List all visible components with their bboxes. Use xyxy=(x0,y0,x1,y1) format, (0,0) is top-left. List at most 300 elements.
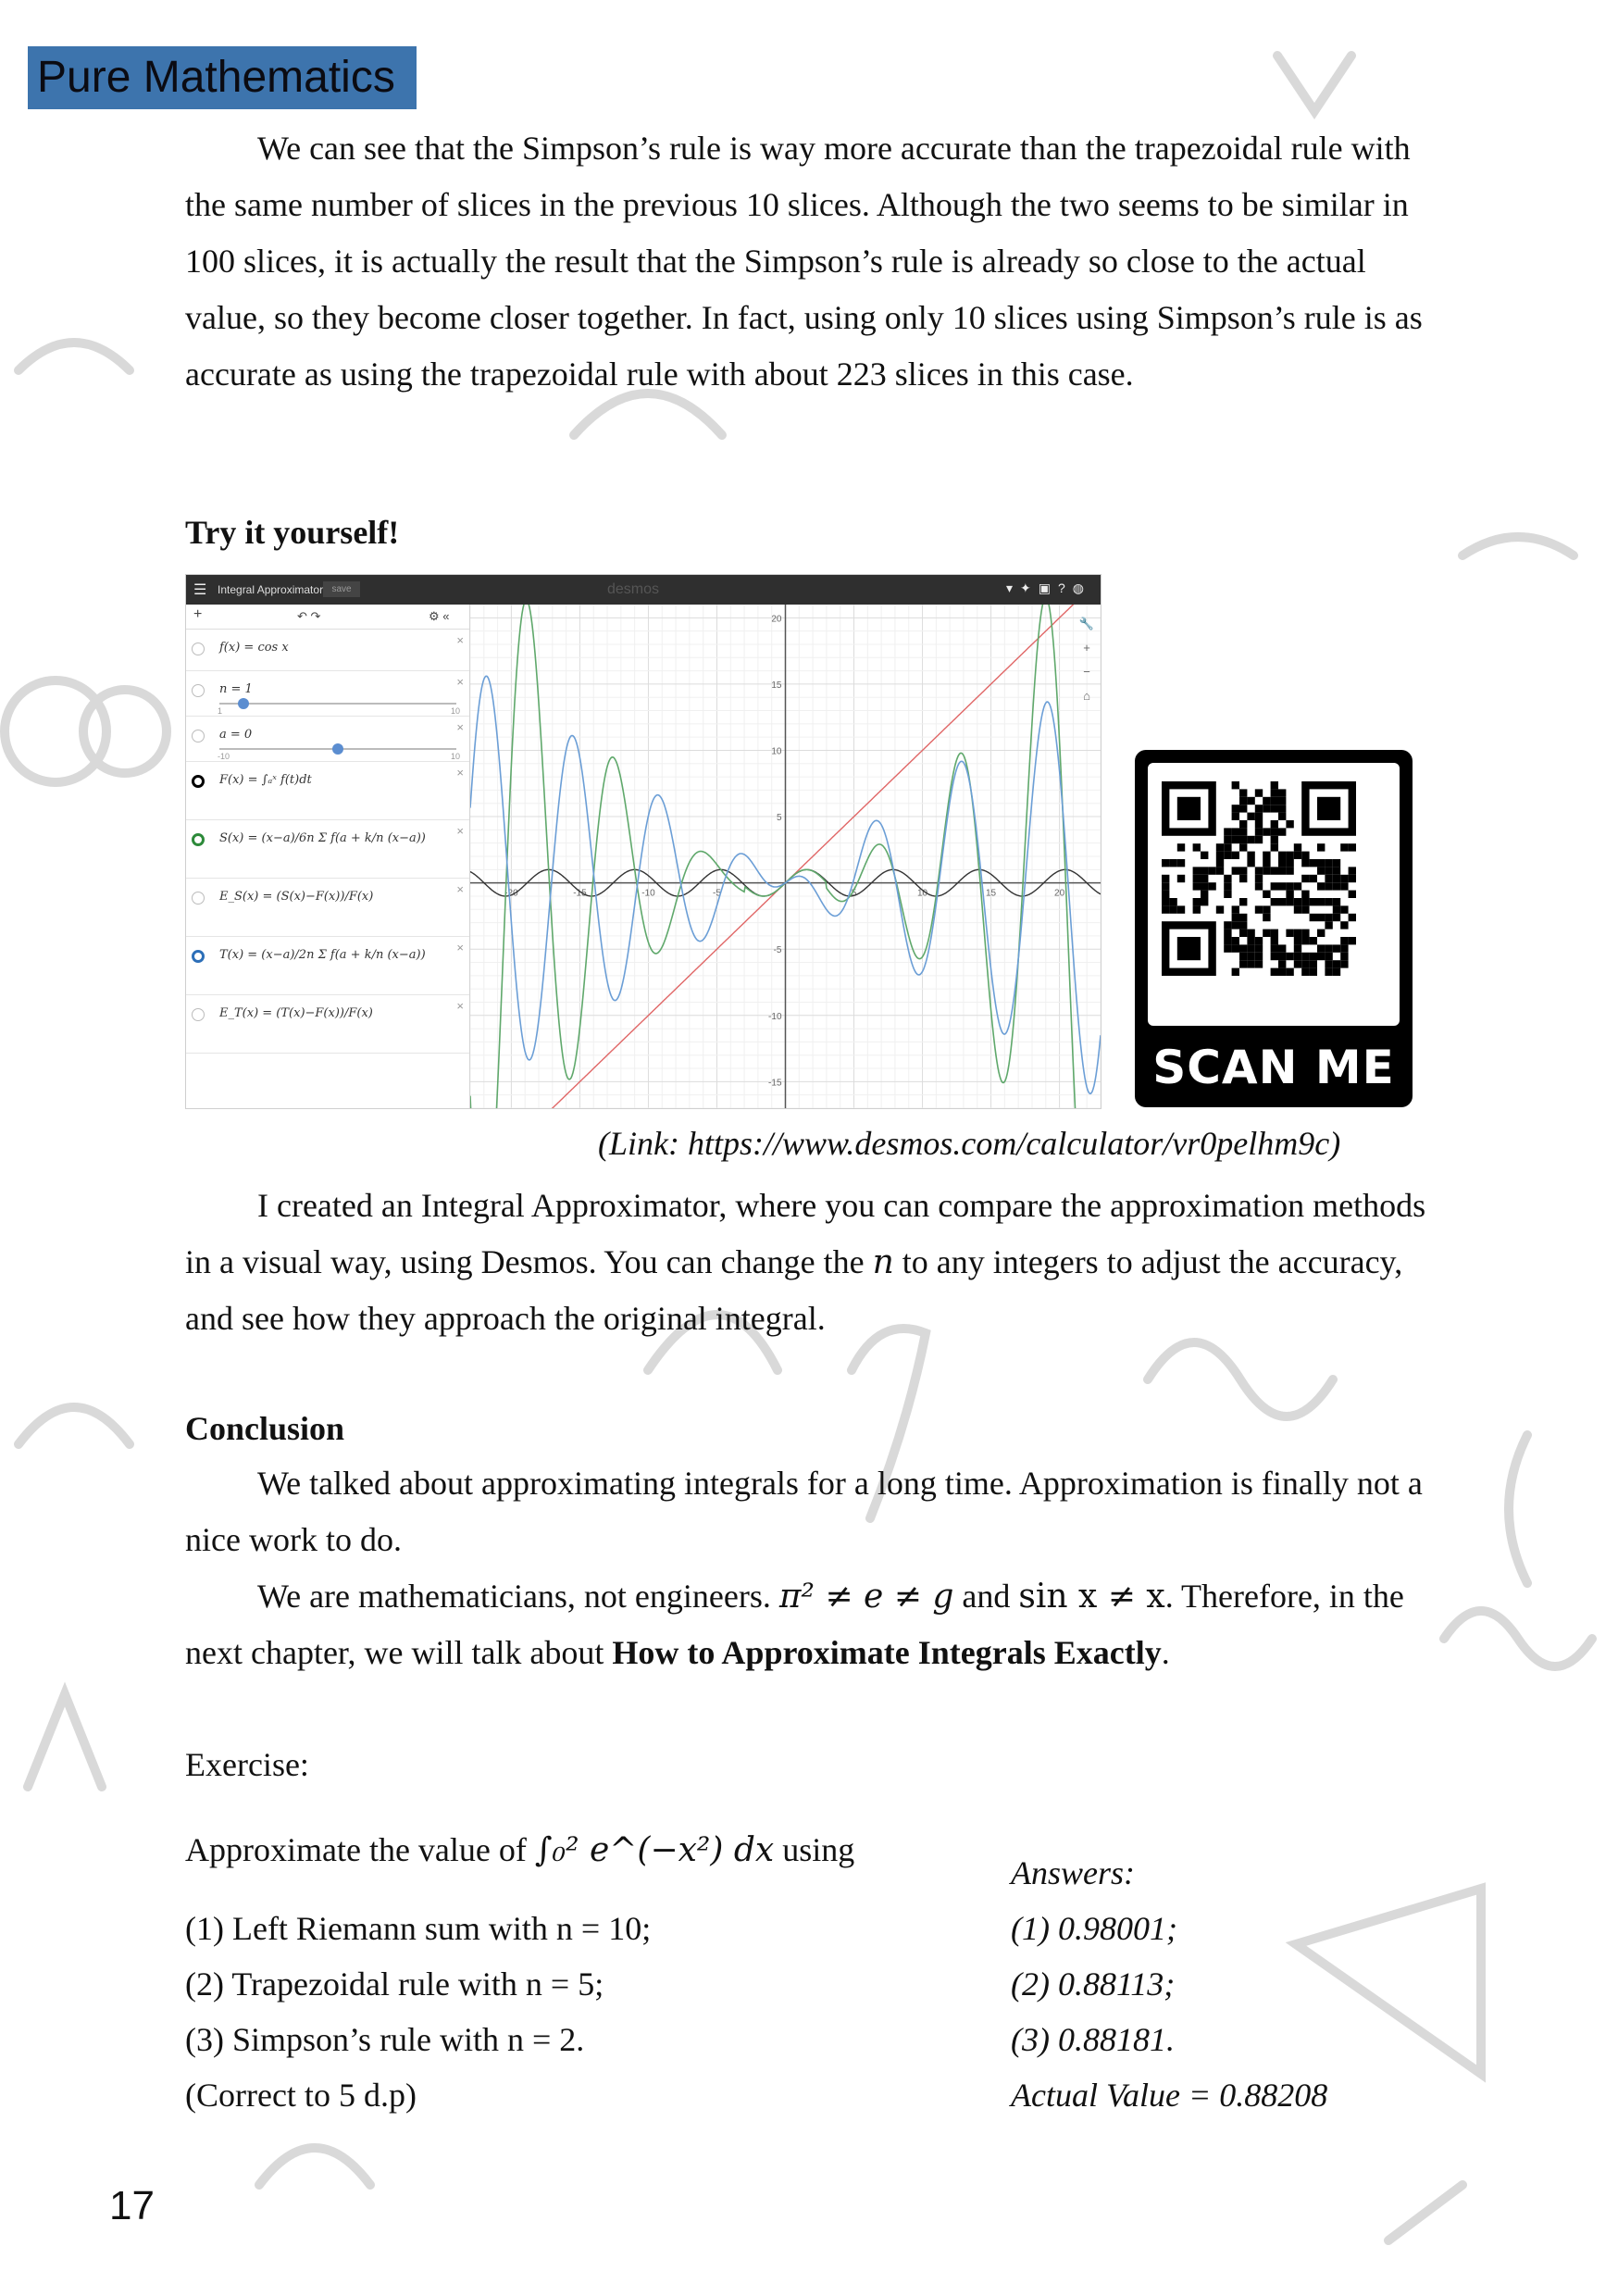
qr-module xyxy=(1271,867,1278,874)
qr-module xyxy=(1247,813,1254,820)
next-chapter-title: How to Approximate Integrals Exactly xyxy=(612,1634,1162,1671)
qr-module xyxy=(1317,867,1325,874)
qr-module xyxy=(1201,867,1208,874)
qr-module xyxy=(1224,875,1231,882)
qr-module xyxy=(1340,905,1348,913)
qr-module xyxy=(1271,820,1278,828)
qr-module xyxy=(1232,944,1239,952)
qr-module xyxy=(1255,828,1263,835)
qr-module xyxy=(1325,921,1332,929)
qr-module xyxy=(1263,905,1270,913)
qr-module xyxy=(1224,836,1231,843)
qr-module xyxy=(1239,836,1247,843)
qr-module xyxy=(1317,944,1325,952)
exercise-label: Exercise: xyxy=(185,1746,309,1783)
qr-module xyxy=(1232,836,1239,843)
expression-row[interactable] xyxy=(186,820,469,879)
qr-module xyxy=(1193,905,1201,913)
delete-expression-icon[interactable]: × xyxy=(456,766,464,780)
qr-module xyxy=(1271,882,1278,890)
delete-expression-icon[interactable]: × xyxy=(456,675,464,689)
qr-module xyxy=(1247,937,1254,944)
qr-module xyxy=(1325,944,1332,952)
qr-module xyxy=(1263,797,1270,805)
qr-module xyxy=(1325,968,1332,976)
qr-module xyxy=(1232,852,1239,859)
expression-row[interactable] xyxy=(186,762,469,820)
qr-module xyxy=(1239,930,1247,937)
qr-module xyxy=(1232,921,1239,929)
qr-module xyxy=(1317,930,1325,937)
qr-module xyxy=(1255,867,1263,874)
qr-module xyxy=(1247,852,1254,859)
qr-module xyxy=(1349,875,1356,882)
qr-module xyxy=(1247,930,1254,937)
expression-toggle-icon[interactable] xyxy=(192,833,205,846)
slider-max: 10 xyxy=(450,752,460,761)
qr-code-icon xyxy=(1148,763,1400,1026)
qr-module xyxy=(1162,882,1169,890)
qr-module xyxy=(1271,944,1278,952)
qr-module xyxy=(1301,898,1309,905)
qr-module xyxy=(1239,944,1247,952)
qr-module xyxy=(1310,898,1317,905)
qr-module xyxy=(1325,898,1332,905)
qr-module xyxy=(1239,820,1247,828)
qr-module xyxy=(1310,937,1317,944)
expression-row[interactable] xyxy=(186,717,469,762)
qr-module xyxy=(1271,828,1278,835)
slider-min: -10 xyxy=(218,752,230,761)
qr-module xyxy=(1317,843,1325,851)
qr-module xyxy=(1340,944,1348,952)
qr-finder-core xyxy=(1177,937,1201,960)
qr-module xyxy=(1239,960,1247,967)
qr-module xyxy=(1340,921,1348,929)
expression-toggle-icon[interactable] xyxy=(192,775,205,788)
qr-module xyxy=(1239,953,1247,960)
qr-module xyxy=(1271,781,1278,789)
exercise-item: (2) Trapezoidal rule with n = 5; xyxy=(185,1965,604,2003)
qr-module xyxy=(1271,930,1278,937)
expression-toggle-icon[interactable] xyxy=(192,892,205,905)
qr-module xyxy=(1239,898,1247,905)
qr-module xyxy=(1201,875,1208,882)
qr-module xyxy=(1310,914,1317,921)
qr-module xyxy=(1232,968,1239,976)
qr-module xyxy=(1294,843,1301,851)
qr-module xyxy=(1255,937,1263,944)
qr-module xyxy=(1255,813,1263,820)
qr-module xyxy=(1340,875,1348,882)
menu-icon: ☰ xyxy=(193,582,207,598)
qr-module xyxy=(1177,905,1185,913)
variable-n: n xyxy=(872,1243,894,1281)
qr-module xyxy=(1278,960,1286,967)
exercise-prompt: Approximate the value of ∫₀² e^(−x²) dx using xyxy=(185,1831,855,1869)
expression-toggle-icon[interactable] xyxy=(192,643,205,655)
qr-module xyxy=(1162,875,1169,882)
qr-module xyxy=(1247,836,1254,843)
slider-knob[interactable] xyxy=(332,743,343,755)
qr-module xyxy=(1224,852,1231,859)
answer-item: (1) 0.98001; xyxy=(1011,1910,1177,1947)
expression-slider[interactable] xyxy=(218,748,460,761)
undo-icon: ↶ ↷ xyxy=(297,609,321,623)
qr-module xyxy=(1294,852,1301,859)
desmos-app-title: Integral Approximator xyxy=(218,583,324,596)
expression-row[interactable] xyxy=(186,671,469,717)
qr-module xyxy=(1224,930,1231,937)
graph-area xyxy=(470,605,1101,1108)
qr-module xyxy=(1255,882,1263,890)
expression-text: f(x) = cos x xyxy=(219,641,289,655)
y-tick-label: -10 xyxy=(768,1011,782,1022)
expression-row[interactable] xyxy=(186,879,469,937)
qr-module xyxy=(1224,891,1231,898)
qr-module xyxy=(1294,882,1301,890)
qr-module xyxy=(1232,805,1239,812)
qr-module xyxy=(1224,882,1231,890)
exercise-item: (1) Left Riemann sum with n = 10; xyxy=(185,1910,652,1947)
qr-module xyxy=(1224,828,1231,835)
expression-text: a = 0 xyxy=(219,728,253,742)
settings-icon: ⚙ « xyxy=(429,609,450,623)
qr-module xyxy=(1278,953,1286,960)
delete-expression-icon[interactable]: × xyxy=(456,941,464,955)
qr-module xyxy=(1271,805,1278,812)
qr-module xyxy=(1286,852,1293,859)
inequality-math: π² ≠ e ≠ g xyxy=(778,1578,954,1616)
qr-module xyxy=(1216,852,1224,859)
qr-module xyxy=(1333,898,1340,905)
qr-module xyxy=(1340,937,1348,944)
x-tick-label: 5 xyxy=(851,888,857,899)
qr-module xyxy=(1216,905,1224,913)
answer-item: (2) 0.88113; xyxy=(1011,1965,1176,2003)
qr-module xyxy=(1325,953,1332,960)
qr-module xyxy=(1325,914,1332,921)
qr-module xyxy=(1317,953,1325,960)
qr-module xyxy=(1325,882,1332,890)
section-title: Pure Mathematics xyxy=(28,46,417,109)
qr-module xyxy=(1349,937,1356,944)
qr-module xyxy=(1317,859,1325,867)
qr-module xyxy=(1278,968,1286,976)
qr-module xyxy=(1317,898,1325,905)
qr-module xyxy=(1301,875,1309,882)
x-tick-label: 20 xyxy=(1054,888,1065,899)
qr-module xyxy=(1263,852,1270,859)
qr-module xyxy=(1278,805,1286,812)
qr-module xyxy=(1224,921,1231,929)
expression-toggle-icon[interactable] xyxy=(192,730,205,742)
qr-module xyxy=(1294,960,1301,967)
qr-module xyxy=(1333,914,1340,921)
qr-module xyxy=(1216,867,1224,874)
qr-module xyxy=(1349,914,1356,921)
qr-module xyxy=(1255,820,1263,828)
x-tick-label: -5 xyxy=(713,888,721,899)
qr-module xyxy=(1278,867,1286,874)
qr-module xyxy=(1255,905,1263,913)
desmos-brand: desmos xyxy=(607,581,660,597)
qr-module xyxy=(1333,875,1340,882)
qr-module xyxy=(1271,953,1278,960)
page-number: 17 xyxy=(109,2183,155,2228)
qr-module xyxy=(1232,781,1239,789)
qr-module xyxy=(1271,898,1278,905)
qr-module xyxy=(1310,953,1317,960)
qr-module xyxy=(1239,867,1247,874)
qr-module xyxy=(1349,843,1356,851)
qr-module xyxy=(1294,905,1301,913)
qr-module xyxy=(1232,813,1239,820)
qr-module xyxy=(1247,960,1254,967)
qr-module xyxy=(1162,905,1169,913)
answer-item: Actual Value = 0.88208 xyxy=(1011,2077,1328,2114)
qr-module xyxy=(1193,843,1201,851)
expression-row[interactable] xyxy=(186,937,469,995)
expression-toggle-icon[interactable] xyxy=(192,684,205,697)
expression-list xyxy=(186,605,470,1108)
qr-module xyxy=(1301,930,1309,937)
desmos-link[interactable]: (Link: https://www.desmos.com/calculator/vr0pelhm9c) xyxy=(598,1125,1341,1162)
exercise-integral: ∫₀² e^(−x²) dx xyxy=(534,1831,775,1869)
expression-row[interactable] xyxy=(186,630,469,671)
x-tick-label: -15 xyxy=(573,888,587,899)
expression-text: E_S(x) = (S(x)−F(x))/F(x) xyxy=(219,890,374,904)
exercise-item: (3) Simpson’s rule with n = 2. xyxy=(185,2021,585,2058)
qr-module xyxy=(1271,836,1278,843)
qr-module xyxy=(1263,930,1270,937)
answer-item: (3) 0.88181. xyxy=(1011,2021,1175,2058)
qr-module xyxy=(1193,898,1201,905)
qr-module xyxy=(1208,882,1215,890)
qr-module xyxy=(1224,937,1231,944)
try-heading: Try it yourself! xyxy=(185,514,400,551)
qr-module xyxy=(1286,930,1293,937)
qr-module xyxy=(1294,930,1301,937)
qr-module xyxy=(1333,867,1340,874)
expression-toggle-icon[interactable] xyxy=(192,1008,205,1021)
qr-module xyxy=(1278,859,1286,867)
qr-module xyxy=(1216,843,1224,851)
qr-module xyxy=(1333,882,1340,890)
x-tick-label: 10 xyxy=(916,888,928,899)
desmos-save-label: save xyxy=(323,581,360,597)
desmos-toolbar-icons: ▾✦▣?◍ xyxy=(1006,580,1091,595)
qr-module xyxy=(1239,797,1247,805)
exercise-item: (Correct to 5 d.p) xyxy=(185,2077,417,2114)
delete-expression-icon[interactable]: × xyxy=(456,882,464,896)
qr-module xyxy=(1294,898,1301,905)
delete-expression-icon[interactable]: × xyxy=(456,999,464,1013)
qr-module xyxy=(1333,859,1340,867)
qr-module xyxy=(1286,968,1293,976)
qr-module xyxy=(1340,882,1348,890)
qr-module xyxy=(1301,960,1309,967)
x-tick-label: 15 xyxy=(986,888,997,899)
qr-module xyxy=(1255,836,1263,843)
expression-text: S(x) = (x−a)/6n Σ f(a + k/n (x−a)) xyxy=(219,831,426,845)
qr-module xyxy=(1286,867,1293,874)
qr-module xyxy=(1349,867,1356,874)
qr-module xyxy=(1286,820,1293,828)
qr-module xyxy=(1263,867,1270,874)
qr-module xyxy=(1177,859,1185,867)
qr-module xyxy=(1278,882,1286,890)
qr-module xyxy=(1208,867,1215,874)
qr-module xyxy=(1255,960,1263,967)
qr-module xyxy=(1247,953,1254,960)
qr-module xyxy=(1349,891,1356,898)
slider-knob[interactable] xyxy=(238,698,249,709)
qr-module xyxy=(1255,789,1263,796)
y-tick-label: 10 xyxy=(771,746,782,757)
qr-module xyxy=(1255,805,1263,812)
desmos-top-bar xyxy=(186,575,1101,605)
expression-text: n = 1 xyxy=(219,682,253,696)
qr-module xyxy=(1333,968,1340,976)
qr-module xyxy=(1162,891,1169,898)
y-tick-label: -5 xyxy=(773,945,782,956)
qr-module xyxy=(1239,921,1247,929)
delete-expression-icon[interactable]: × xyxy=(456,720,464,734)
qr-module xyxy=(1239,805,1247,812)
qr-module xyxy=(1286,953,1293,960)
qr-module xyxy=(1201,882,1208,890)
qr-module xyxy=(1263,828,1270,835)
qr-module xyxy=(1301,852,1309,859)
qr-module xyxy=(1278,828,1286,835)
qr-module xyxy=(1239,875,1247,882)
qr-module xyxy=(1201,898,1208,905)
qr-module xyxy=(1255,944,1263,952)
qr-module xyxy=(1301,859,1309,867)
expression-row[interactable] xyxy=(186,995,469,1054)
qr-module xyxy=(1232,828,1239,835)
qr-module xyxy=(1169,905,1176,913)
qr-module xyxy=(1247,797,1254,805)
qr-module xyxy=(1294,953,1301,960)
y-tick-label: 5 xyxy=(776,813,782,824)
qr-module xyxy=(1294,944,1301,952)
qr-module xyxy=(1301,905,1309,913)
qr-module xyxy=(1278,898,1286,905)
qr-module xyxy=(1232,867,1239,874)
qr-module xyxy=(1169,898,1176,905)
y-tick-label: 20 xyxy=(771,614,782,625)
qr-module xyxy=(1310,960,1317,967)
expression-tools xyxy=(186,605,469,630)
qr-module xyxy=(1271,789,1278,796)
qr-module xyxy=(1317,882,1325,890)
intro-paragraph: We can see that the Simpson’s rule is way more accurate than the trapezoidal rule with the same number of slices in the previous 10 slices. Although the two seems to be similar in 100 slices, it is actually the result that the Simpson’s rule is already so close to the actual value, so they become closer together. In fact, using only 10 slices using Simpson’s rule is as accurate as using the trapezoidal rule with about 223 slices in this case. xyxy=(185,130,1423,393)
conclusion-paragraph-1: We talked about approximating integrals for a long time. Approximation is finally not a nice work to do. xyxy=(185,1465,1423,1558)
qr-module xyxy=(1201,891,1208,898)
conclusion-heading: Conclusion xyxy=(185,1410,345,1447)
expression-text: F(x) = ∫ₐˣ f(t)dt xyxy=(219,773,312,787)
qr-module xyxy=(1255,875,1263,882)
qr-module xyxy=(1278,852,1286,859)
qr-module xyxy=(1239,843,1247,851)
qr-module xyxy=(1333,960,1340,967)
creator-paragraph: I created an Integral Approximator, where you can compare the approximation methods in a visual way, using Desmos. You can change the n to any integers to adjust the accuracy, and see how they approach the original integral. xyxy=(185,1187,1426,1337)
qr-module xyxy=(1325,859,1332,867)
qr-module xyxy=(1286,882,1293,890)
qr-module xyxy=(1271,937,1278,944)
qr-module xyxy=(1294,937,1301,944)
qr-module xyxy=(1340,960,1348,967)
qr-module xyxy=(1201,852,1208,859)
qr-module xyxy=(1333,944,1340,952)
qr-module xyxy=(1286,859,1293,867)
qr-module xyxy=(1263,891,1270,898)
x-tick-label: -20 xyxy=(504,888,518,899)
qr-module xyxy=(1224,843,1231,851)
slider-max: 10 xyxy=(450,706,460,716)
qr-module xyxy=(1317,914,1325,921)
qr-module xyxy=(1263,914,1270,921)
qr-module xyxy=(1193,882,1201,890)
expression-slider[interactable] xyxy=(218,703,460,716)
graph-zoom-controls: 🔧 + − ⌂ xyxy=(1078,617,1095,703)
qr-module xyxy=(1286,898,1293,905)
expression-toggle-icon[interactable] xyxy=(192,950,205,963)
answers-title: Answers: xyxy=(1011,1854,1135,1891)
qr-module xyxy=(1263,859,1270,867)
slider-min: 1 xyxy=(218,706,223,716)
qr-module xyxy=(1340,953,1348,960)
qr-module xyxy=(1301,937,1309,944)
qr-finder-core xyxy=(1317,797,1340,820)
qr-module xyxy=(1310,968,1317,976)
y-tick-label: 15 xyxy=(771,680,782,691)
delete-expression-icon[interactable]: × xyxy=(456,824,464,838)
qr-module xyxy=(1278,789,1286,796)
qr-module xyxy=(1301,891,1309,898)
delete-expression-icon[interactable]: × xyxy=(456,633,464,647)
qr-label: SCAN ME xyxy=(1152,1041,1395,1094)
qr-module xyxy=(1325,960,1332,967)
qr-module xyxy=(1271,843,1278,851)
qr-module xyxy=(1310,859,1317,867)
qr-module xyxy=(1169,859,1176,867)
qr-module xyxy=(1255,953,1263,960)
qr-module xyxy=(1263,805,1270,812)
qr-module xyxy=(1162,859,1169,867)
qr-module xyxy=(1193,875,1201,882)
qr-module xyxy=(1216,859,1224,867)
x-tick-label: -10 xyxy=(641,888,655,899)
qr-module xyxy=(1310,875,1317,882)
qr-module xyxy=(1177,875,1185,882)
qr-module xyxy=(1247,859,1254,867)
qr-module xyxy=(1278,944,1286,952)
exercise-items xyxy=(185,1901,651,2123)
qr-module xyxy=(1162,898,1169,905)
expression-text: T(x) = (x−a)/2n Σ f(a + k/n (x−a)) xyxy=(219,948,426,962)
qr-module xyxy=(1301,968,1309,976)
qr-module xyxy=(1271,797,1278,805)
qr-module xyxy=(1232,914,1239,921)
qr-module xyxy=(1247,944,1254,952)
add-icon: + xyxy=(193,606,203,622)
y-tick-label: -15 xyxy=(768,1078,782,1089)
sine-math: sin x ≠ x xyxy=(1018,1578,1165,1616)
qr-module xyxy=(1325,875,1332,882)
